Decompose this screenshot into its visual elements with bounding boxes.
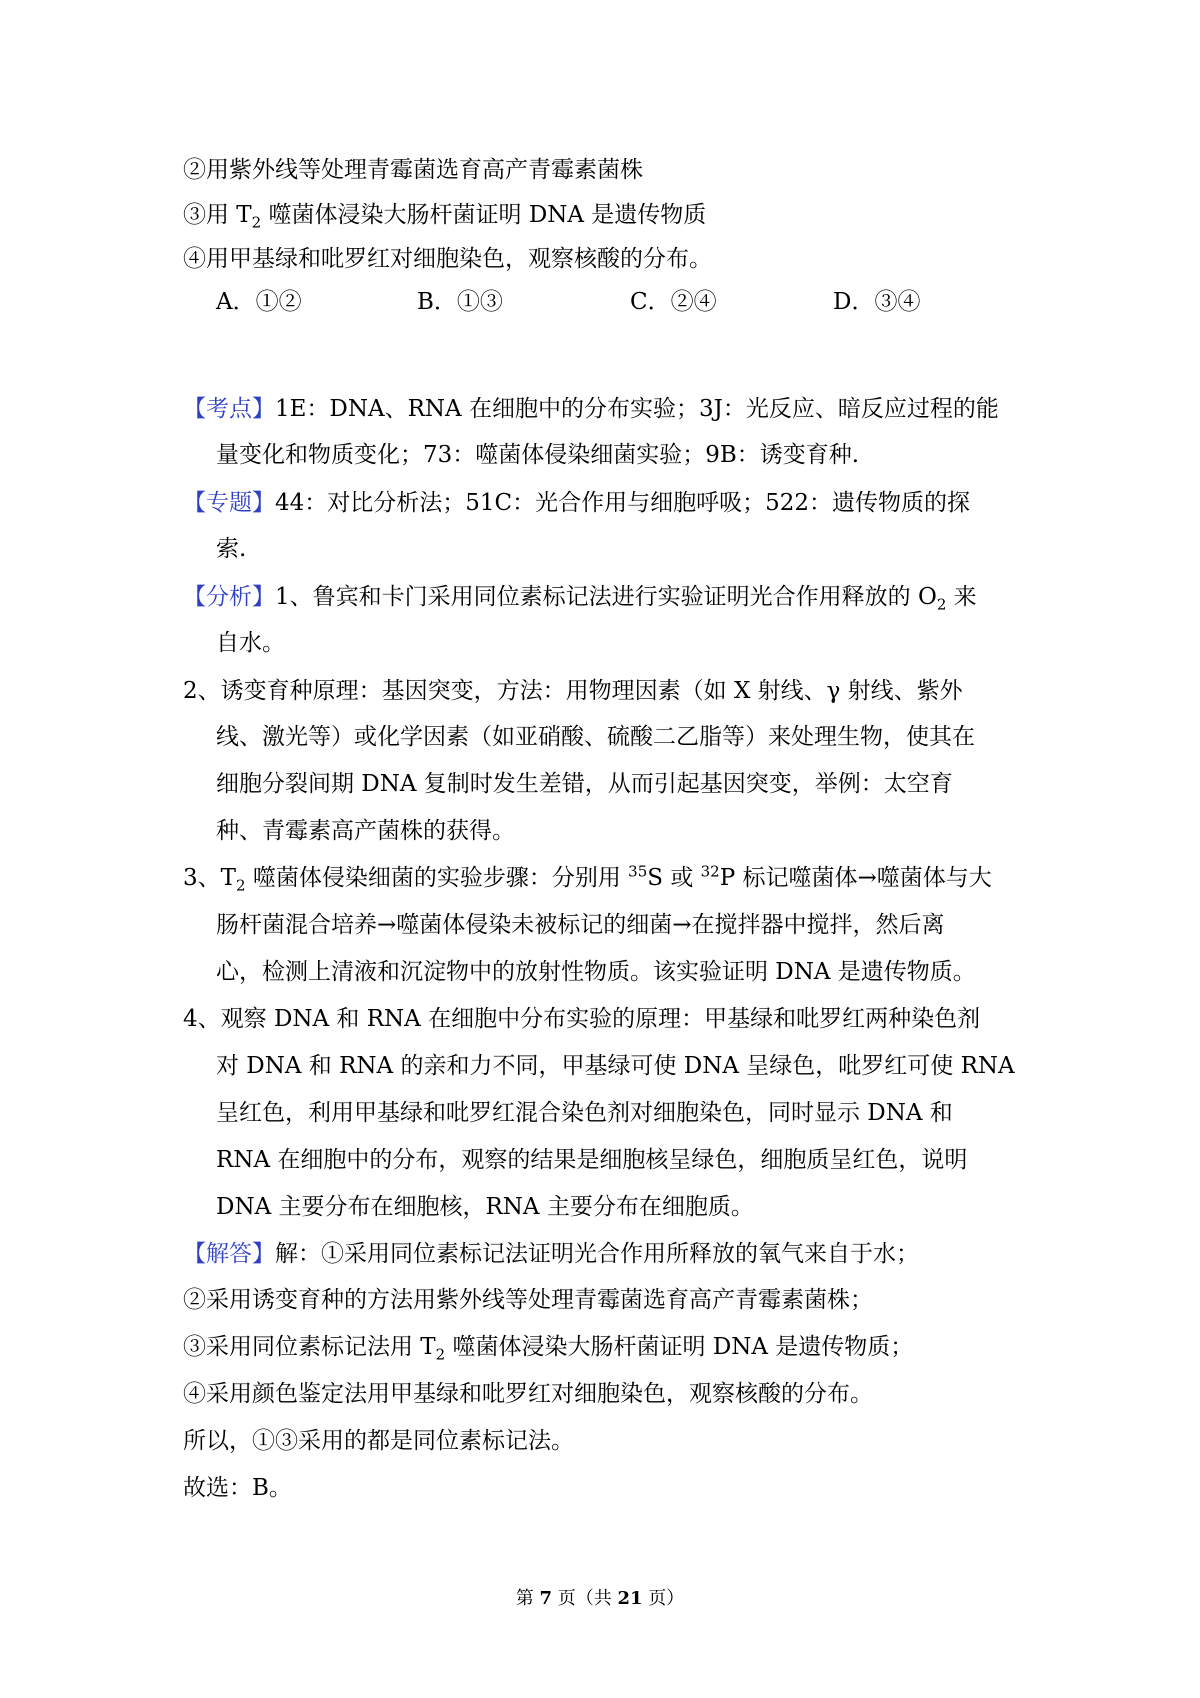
page-number: 7: [539, 1588, 552, 1609]
kaodian-tag: 【考点】: [183, 396, 275, 422]
fenxi-p3-line-3: 心，检测上清液和沉淀物中的放射性物质。该实验证明 DNA 是遗传物质。: [216, 959, 976, 985]
fenxi-p2-line-2: 线、激光等）或化学因素（如亚硝酸、硫酸二乙脂等）来处理生物，使其在: [216, 724, 975, 750]
option-d: D．③④: [833, 289, 921, 315]
footer-pre: 第: [515, 1588, 534, 1609]
p3-text-c: S 或: [647, 865, 701, 891]
superscript: 35: [628, 862, 648, 881]
footer-post: 页）: [648, 1588, 685, 1609]
jieda-line-5: 所以，①③采用的都是同位素标记法。: [183, 1428, 574, 1454]
jieda-line-2: ②采用诱变育种的方法用紫外线等处理青霉菌选育高产青霉素菌株；: [183, 1287, 873, 1313]
fenxi-p3-line-2: 肠杆菌混合培养→噬菌体侵染未被标记的细菌→在搅拌器中搅拌，然后离: [216, 912, 945, 938]
jieda-line-4: ④采用颜色鉴定法用甲基绿和吡罗红对细胞染色，观察核酸的分布。: [183, 1381, 873, 1407]
fenxi-p4-line-2: 对 DNA 和 RNA 的亲和力不同，甲基绿可使 DNA 呈绿色，吡罗红可使 RNA: [216, 1053, 1015, 1079]
option-c: C．②④: [630, 289, 717, 315]
p3-text-d: P 标记噬菌体→噬菌体与大: [719, 865, 992, 891]
subscript: 2: [251, 213, 262, 232]
fenxi-text: 1、鲁宾和卡门采用同位素标记法进行实验证明光合作用释放的 O: [275, 584, 937, 610]
fenxi-p4-line-3: 呈红色，利用甲基绿和吡罗红混合染色剂对细胞染色，同时显示 DNA 和: [216, 1100, 953, 1126]
zhuanti-tag: 【专题】: [183, 490, 275, 516]
question-item-2: [183, 155, 643, 185]
fenxi-p2-line-1: 2、诱变育种原理：基因突变，方法：用物理因素（如 X 射线、γ 射线、紫外: [183, 678, 963, 704]
jieda-line3-b: 噬菌体浸染大肠杆菌证明 DNA 是遗传物质；: [445, 1334, 914, 1360]
page-footer: [0, 1587, 1200, 1611]
subscript: 2: [936, 595, 947, 614]
jieda-text: 解：①采用同位素标记法证明光合作用所释放的氧气来自于水；: [275, 1241, 919, 1267]
fenxi-line-2: 自水。: [216, 630, 285, 656]
kaodian-line-1: [183, 394, 999, 424]
question-item-4: [183, 244, 712, 274]
fenxi-text-end: 来: [946, 584, 977, 610]
question-item-4-text: ④用甲基绿和吡罗红对细胞染色，观察核酸的分布。: [183, 246, 712, 272]
fenxi-line-1: [183, 582, 977, 612]
zhuanti-line-2: 索.: [216, 536, 247, 562]
jieda-tag: 【解答】: [183, 1241, 275, 1267]
p3-text-a: 3、T: [183, 865, 236, 891]
question-item-3: [183, 200, 706, 230]
fenxi-p4-line-5: DNA 主要分布在细胞核，RNA 主要分布在细胞质。: [216, 1194, 754, 1220]
jieda-line-1: [183, 1239, 919, 1269]
p3-text-b: 噬菌体侵染细菌的实验步骤：分别用: [245, 865, 629, 891]
total-pages: 21: [617, 1588, 643, 1609]
question-item-2-text: ②用紫外线等处理青霉菌选育高产青霉素菌株: [183, 157, 643, 183]
jieda-line-3: [183, 1332, 913, 1362]
subscript: 2: [435, 1345, 446, 1364]
subscript: 2: [235, 876, 246, 895]
fenxi-p2-line-3: 细胞分裂间期 DNA 复制时发生差错，从而引起基因突变，举例：太空育: [216, 771, 953, 797]
option-b: B．①③: [417, 289, 503, 315]
fenxi-tag: 【分析】: [183, 584, 275, 610]
question-item-3-text-b: 噬菌体浸染大肠杆菌证明 DNA 是遗传物质: [261, 202, 707, 228]
fenxi-p4-line-4: RNA 在细胞中的分布，观察的结果是细胞核呈绿色，细胞质呈红色，说明: [216, 1147, 968, 1173]
zhuanti-text: 44：对比分析法；51C：光合作用与细胞呼吸；522：遗传物质的探: [275, 490, 971, 516]
kaodian-text: 1E：DNA、RNA 在细胞中的分布实验；3J：光反应、暗反应过程的能: [275, 396, 999, 422]
fenxi-p3-line-1: [183, 863, 992, 893]
jieda-line-6: 故选：B。: [183, 1475, 292, 1501]
option-a: A．①②: [216, 289, 302, 315]
superscript: 32: [700, 862, 720, 881]
jieda-line3-a: ③采用同位素标记法用 T: [183, 1334, 436, 1360]
kaodian-line-2: 量变化和物质变化；73：噬菌体侵染细菌实验；9B：诱变育种.: [216, 442, 860, 468]
zhuanti-line-1: [183, 488, 970, 518]
question-item-3-text-a: ③用 T: [183, 202, 252, 228]
footer-mid: 页（共: [557, 1588, 612, 1609]
fenxi-p4-line-1: 4、观察 DNA 和 RNA 在细胞中分布实验的原理：甲基绿和吡罗红两种染色剂: [183, 1006, 981, 1032]
fenxi-p2-line-4: 种、青霉素高产菌株的获得。: [216, 818, 515, 844]
